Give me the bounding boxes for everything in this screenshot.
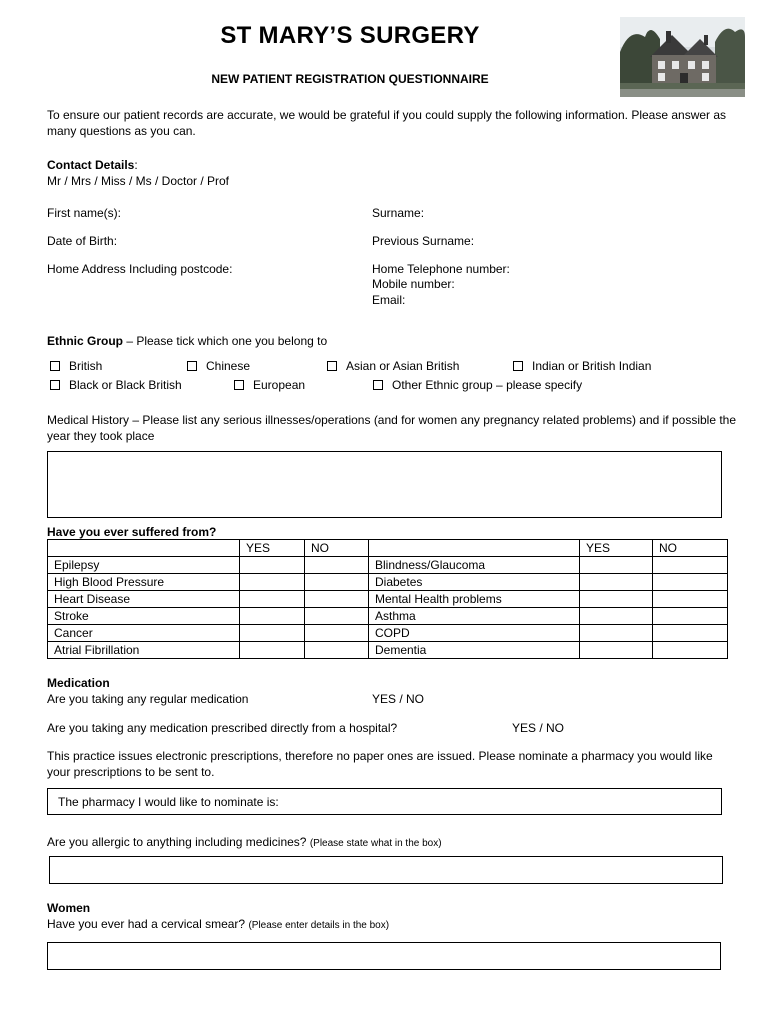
condition-label: Mental Health problems	[369, 591, 580, 608]
condition-label: High Blood Pressure	[48, 574, 240, 591]
no-header: NO	[653, 540, 728, 557]
first-name-label: First name(s):	[47, 206, 122, 220]
checkbox-other[interactable]	[373, 380, 383, 390]
yes-header: YES	[240, 540, 305, 557]
no-cell[interactable]	[653, 642, 728, 659]
condition-label: Blindness/Glaucoma	[369, 557, 580, 574]
condition-label: Cancer	[48, 625, 240, 642]
surgery-building-photo	[620, 17, 745, 97]
table-row	[48, 642, 728, 659]
condition-label: Atrial Fibrillation	[48, 642, 240, 659]
yes-cell[interactable]	[580, 574, 653, 591]
yes-cell[interactable]	[240, 625, 305, 642]
condition-label: Epilepsy	[48, 557, 240, 574]
ethnic-group-instruction: – Please tick which one you belong to	[123, 334, 328, 348]
yes-cell[interactable]	[580, 625, 653, 642]
checkbox-asian[interactable]	[327, 361, 337, 371]
yes-cell[interactable]	[240, 591, 305, 608]
no-cell[interactable]	[305, 557, 369, 574]
cervical-smear-note: (Please enter details in the box)	[248, 920, 390, 931]
ethnic-option-label: Asian or Asian British	[346, 359, 460, 373]
checkbox-black[interactable]	[50, 380, 60, 390]
ethnic-group-heading	[47, 333, 327, 349]
no-cell[interactable]	[653, 625, 728, 642]
ethnic-option-other[interactable]	[373, 377, 582, 393]
yes-cell[interactable]	[580, 591, 653, 608]
medical-history-label: Medical History – Please list any serious illnesses/operations (and for women any pregnancy related problems) and if possible the year they took place	[47, 413, 737, 443]
condition-label: COPD	[369, 625, 580, 642]
yes-cell[interactable]	[580, 557, 653, 574]
dob-label: Date of Birth:	[47, 234, 118, 248]
checkbox-chinese[interactable]	[187, 361, 197, 371]
yes-cell[interactable]	[240, 608, 305, 625]
email-label: Email:	[372, 293, 406, 307]
home-address-label: Home Address Including postcode:	[47, 262, 233, 276]
page-title: ST MARY’S SURGERY	[220, 22, 480, 49]
condition-label: Diabetes	[369, 574, 580, 591]
hospital-medication-answer[interactable]: YES / NO	[512, 721, 565, 735]
ethnic-option-label: Chinese	[206, 359, 251, 373]
regular-medication-question: Are you taking any regular medication	[47, 692, 249, 706]
ethnic-option-british[interactable]	[50, 358, 102, 374]
title-options: Mr / Mrs / Miss / Ms / Doctor / Prof	[47, 174, 230, 188]
table-cell	[369, 540, 580, 557]
no-cell[interactable]	[305, 642, 369, 659]
no-cell[interactable]	[305, 625, 369, 642]
table-row	[48, 591, 728, 608]
ethnic-option-label: Black or Black British	[69, 378, 182, 392]
pharmacy-nomination-field[interactable]	[47, 788, 722, 815]
mobile-label: Mobile number:	[372, 277, 455, 291]
pharmacy-field-label: The pharmacy I would like to nominate is:	[58, 795, 279, 809]
table-row	[48, 608, 728, 625]
condition-label: Heart Disease	[48, 591, 240, 608]
ethnic-group-heading-text: Ethnic Group	[47, 334, 123, 348]
ethnic-option-label: Indian or British Indian	[532, 359, 652, 373]
ethnic-option-label: European	[253, 378, 306, 392]
contact-details-colon: :	[134, 158, 138, 172]
condition-label: Dementia	[369, 642, 580, 659]
yes-header: YES	[580, 540, 653, 557]
previous-surname-label: Previous Surname:	[372, 234, 475, 248]
cervical-smear-question-text: Have you ever had a cervical smear?	[47, 917, 249, 931]
table-header-row	[48, 540, 728, 557]
surname-label: Surname:	[372, 206, 425, 220]
checkbox-european[interactable]	[234, 380, 244, 390]
ethnic-option-label: Other Ethnic group – please specify	[392, 378, 583, 392]
home-telephone-label: Home Telephone number:	[372, 262, 510, 276]
allergy-question-text: Are you allergic to anything including medicines?	[47, 835, 310, 849]
no-cell[interactable]	[653, 608, 728, 625]
pharmacy-info-text: This practice issues electronic prescriptions, therefore no paper ones are issued. Please nominate a pharmacy you would like your prescriptions to be sent to.	[47, 749, 713, 779]
hospital-medication-question: Are you taking any medication prescribed directly from a hospital?	[47, 721, 398, 735]
ethnic-option-black[interactable]	[50, 377, 182, 393]
allergy-question	[47, 834, 442, 852]
ethnic-option-european[interactable]	[234, 377, 305, 393]
contact-details-heading	[47, 157, 138, 173]
yes-cell[interactable]	[580, 642, 653, 659]
yes-cell[interactable]	[240, 574, 305, 591]
cervical-smear-input-box[interactable]	[47, 942, 721, 970]
contact-details-heading-text: Contact Details	[47, 158, 135, 172]
no-cell[interactable]	[305, 574, 369, 591]
conditions-heading: Have you ever suffered from?	[47, 525, 217, 539]
no-cell[interactable]	[305, 608, 369, 625]
condition-label: Stroke	[48, 608, 240, 625]
checkbox-indian[interactable]	[513, 361, 523, 371]
no-cell[interactable]	[305, 591, 369, 608]
ethnic-option-indian[interactable]	[513, 358, 651, 374]
conditions-table	[47, 539, 728, 659]
no-cell[interactable]	[653, 591, 728, 608]
no-header: NO	[305, 540, 369, 557]
table-row	[48, 625, 728, 642]
table-row	[48, 557, 728, 574]
regular-medication-answer[interactable]: YES / NO	[372, 692, 425, 706]
yes-cell[interactable]	[240, 642, 305, 659]
page-subtitle: NEW PATIENT REGISTRATION QUESTIONNAIRE	[211, 72, 489, 86]
medical-history-textarea[interactable]	[47, 451, 722, 518]
women-heading: Women	[47, 901, 91, 915]
intro-text: To ensure our patient records are accurate, we would be grateful if you could supply the following information. Please answer as many questions as you can.	[47, 108, 727, 138]
condition-label: Asthma	[369, 608, 580, 625]
table-row	[48, 574, 728, 591]
cervical-smear-question	[47, 916, 389, 934]
table-cell	[48, 540, 240, 557]
ethnic-option-chinese[interactable]	[187, 358, 250, 374]
allergy-input-box[interactable]	[49, 856, 723, 884]
ethnic-option-asian[interactable]	[327, 358, 459, 374]
no-cell[interactable]	[653, 574, 728, 591]
no-cell[interactable]	[653, 557, 728, 574]
yes-cell[interactable]	[240, 557, 305, 574]
yes-cell[interactable]	[580, 608, 653, 625]
ethnic-option-label: British	[69, 359, 103, 373]
medication-heading: Medication	[47, 676, 110, 690]
allergy-note: (Please state what in the box)	[309, 838, 442, 849]
checkbox-british[interactable]	[50, 361, 60, 371]
